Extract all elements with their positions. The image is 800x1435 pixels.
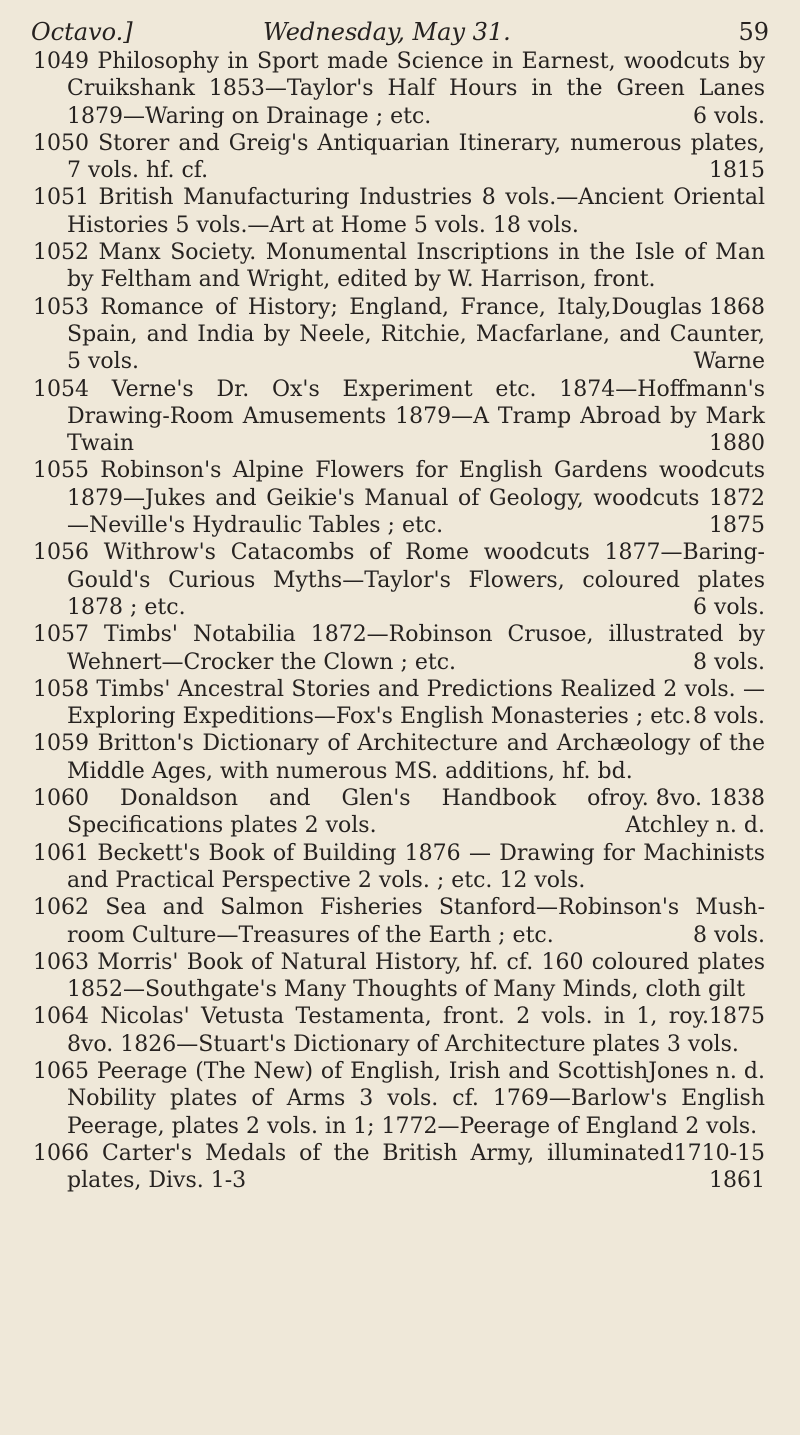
lot-number: 1063: [33, 949, 89, 975]
lot-description: Morris' Book of Natural History, hf. cf. 160 coloured plates 1852—Southgate's Many Thoughts of Many Minds, cloth gilt: [67, 949, 766, 1003]
lot-tail: 1861: [709, 1168, 765, 1194]
lot-description: Beckett's Book of Building 1876 — Drawing for Machinists and Practical Perspective 2 vols. ; etc. 12 vols.: [67, 840, 765, 893]
lot-description: Peerage (The New) of English, Irish and Scottish Nobility plates of Arms 3 vols. cf. 1769—Barlow's English Peerage, plates 2 vols. in 1; 1772—Peerage of England 2 vols.: [67, 1058, 765, 1139]
lot-number: 1061: [33, 840, 89, 866]
lot-tail: 8 vols.: [693, 922, 765, 948]
lot-description: Timbs' Ancestral Stories and Predictions Realized 2 vols. —Exploring Expeditions—Fox's English Monasteries ; etc.: [67, 676, 765, 730]
lot-number: 1060: [33, 786, 89, 812]
lot-number: 1066: [33, 1140, 89, 1166]
lot-number: 1064: [33, 1004, 89, 1030]
lot-number: 1055: [33, 458, 89, 484]
lot-description: Sea and Salmon Fisheries Stanford—Robinson's Mush-room Culture—Treasures of the Earth ; etc.: [67, 895, 765, 948]
lot-number: 1058: [33, 676, 89, 702]
lot-number: 1065: [33, 1058, 89, 1084]
lot-tail: 8 vols.: [693, 649, 765, 675]
lot-list: [33, 48, 765, 1194]
lot-tail: 6 vols.: [693, 103, 765, 129]
lot-description: Carter's Medals of the British Army, illuminated plates, Divs. 1-3: [67, 1140, 674, 1194]
lot-tail: 1875: [709, 1004, 765, 1030]
lot-description: Withrow's Catacombs of Rome woodcuts 1877—Baring-Gould's Curious Myths—Taylor's Flowers, coloured plates 1878 ; etc.: [67, 540, 765, 620]
lot-number: 1053: [33, 294, 89, 320]
lot-entry: [33, 840, 765, 895]
lot-number: 1062: [33, 895, 89, 921]
lot-description: Verne's Dr. Ox's Experiment etc. 1874—Hoffmann's Drawing-Room Amusements 1879—A Tramp Abroad by Mark Twain: [67, 376, 765, 457]
lot-tail: 6 vols.: [693, 594, 765, 620]
lot-entry: [33, 894, 765, 949]
lot-tail: 1880: [709, 431, 765, 457]
lot-entry: [33, 48, 765, 130]
lot-tail: 1875: [709, 513, 765, 539]
lot-description: Robinson's Alpine Flowers for English Gardens woodcuts 1879—Jukes and Geikie's Manual of Geology, woodcuts 1872—Neville's Hydraulic Tables ; etc.: [67, 458, 766, 539]
lot-description: Storer and Greig's Antiquarian Itinerary, numerous plates, 7 vols. hf. cf.: [67, 130, 766, 184]
lot-description: Manx Society. Monumental Inscriptions in the Isle of Man by Feltham and Wright, edited by W. Harrison, front.: [67, 240, 765, 293]
lot-description: Romance of History; England, France, Italy, Spain, and India by Neele, Ritchie, Macfarlane, and Caunter, 5 vols.: [67, 294, 765, 375]
lot-entry: [33, 539, 765, 621]
lot-tail: roy. 8vo. 1838: [608, 786, 765, 812]
lot-entry: [33, 676, 765, 731]
lot-tail: 1815: [709, 158, 765, 184]
lot-number: 1059: [33, 731, 89, 757]
lot-number: 1056: [33, 540, 89, 566]
lot-tail: Jones n. d.: [648, 1058, 765, 1084]
lot-entry: [33, 457, 765, 539]
lot-entry: [33, 294, 765, 376]
lot-description: Philosophy in Sport made Science in Earnest, woodcuts by Cruikshank 1853—Taylor's Half Hours in the Green Lanes 1879—Waring on Drainage ; etc.: [67, 49, 765, 129]
lot-description: Nicolas' Vetusta Testamenta, front. 2 vols. in 1, roy. 8vo. 1826—Stuart's Dictionary of Architecture plates 3 vols.: [67, 1004, 739, 1057]
lot-number: 1050: [33, 130, 89, 156]
lot-entry: [33, 130, 765, 185]
lot-tail: 1710-15: [673, 1140, 765, 1166]
section-label: Octavo.]: [31, 18, 133, 46]
lot-tail: 8 vols.: [693, 704, 765, 730]
lot-entry: [33, 785, 765, 840]
lot-tail: Warne: [693, 349, 765, 375]
lot-description: British Manufacturing Industries 8 vols.—Ancient Oriental Histories 5 vols.—Art at Home 5 vols. 18 vols.: [67, 185, 765, 238]
lot-description: Britton's Dictionary of Architecture and Archæology of the Middle Ages, with numerous MS. additions, hf. bd.: [67, 731, 765, 784]
lot-description: Timbs' Notabilia 1872—Robinson Crusoe, illustrated by Wehnert—Crocker the Clown ; etc.: [67, 622, 765, 675]
page-header: [31, 18, 769, 52]
lot-number: 1049: [33, 49, 89, 74]
page-number: 59: [738, 18, 769, 46]
lot-number: 1054: [33, 376, 89, 402]
lot-entry: [33, 184, 765, 239]
lot-description: Donaldson and Glen's Handbook of Specifications plates 2 vols.: [67, 786, 609, 839]
lot-entry: [33, 621, 765, 676]
lot-entry: [33, 376, 765, 458]
lot-tail: Douglas 1868: [611, 294, 765, 320]
lot-entry: [33, 1140, 765, 1195]
sale-date: Wednesday, May 31.: [263, 18, 511, 46]
lot-tail: Atchley n. d.: [625, 813, 765, 839]
lot-number: 1052: [33, 240, 89, 266]
lot-number: 1057: [33, 622, 89, 648]
lot-number: 1051: [33, 185, 89, 211]
